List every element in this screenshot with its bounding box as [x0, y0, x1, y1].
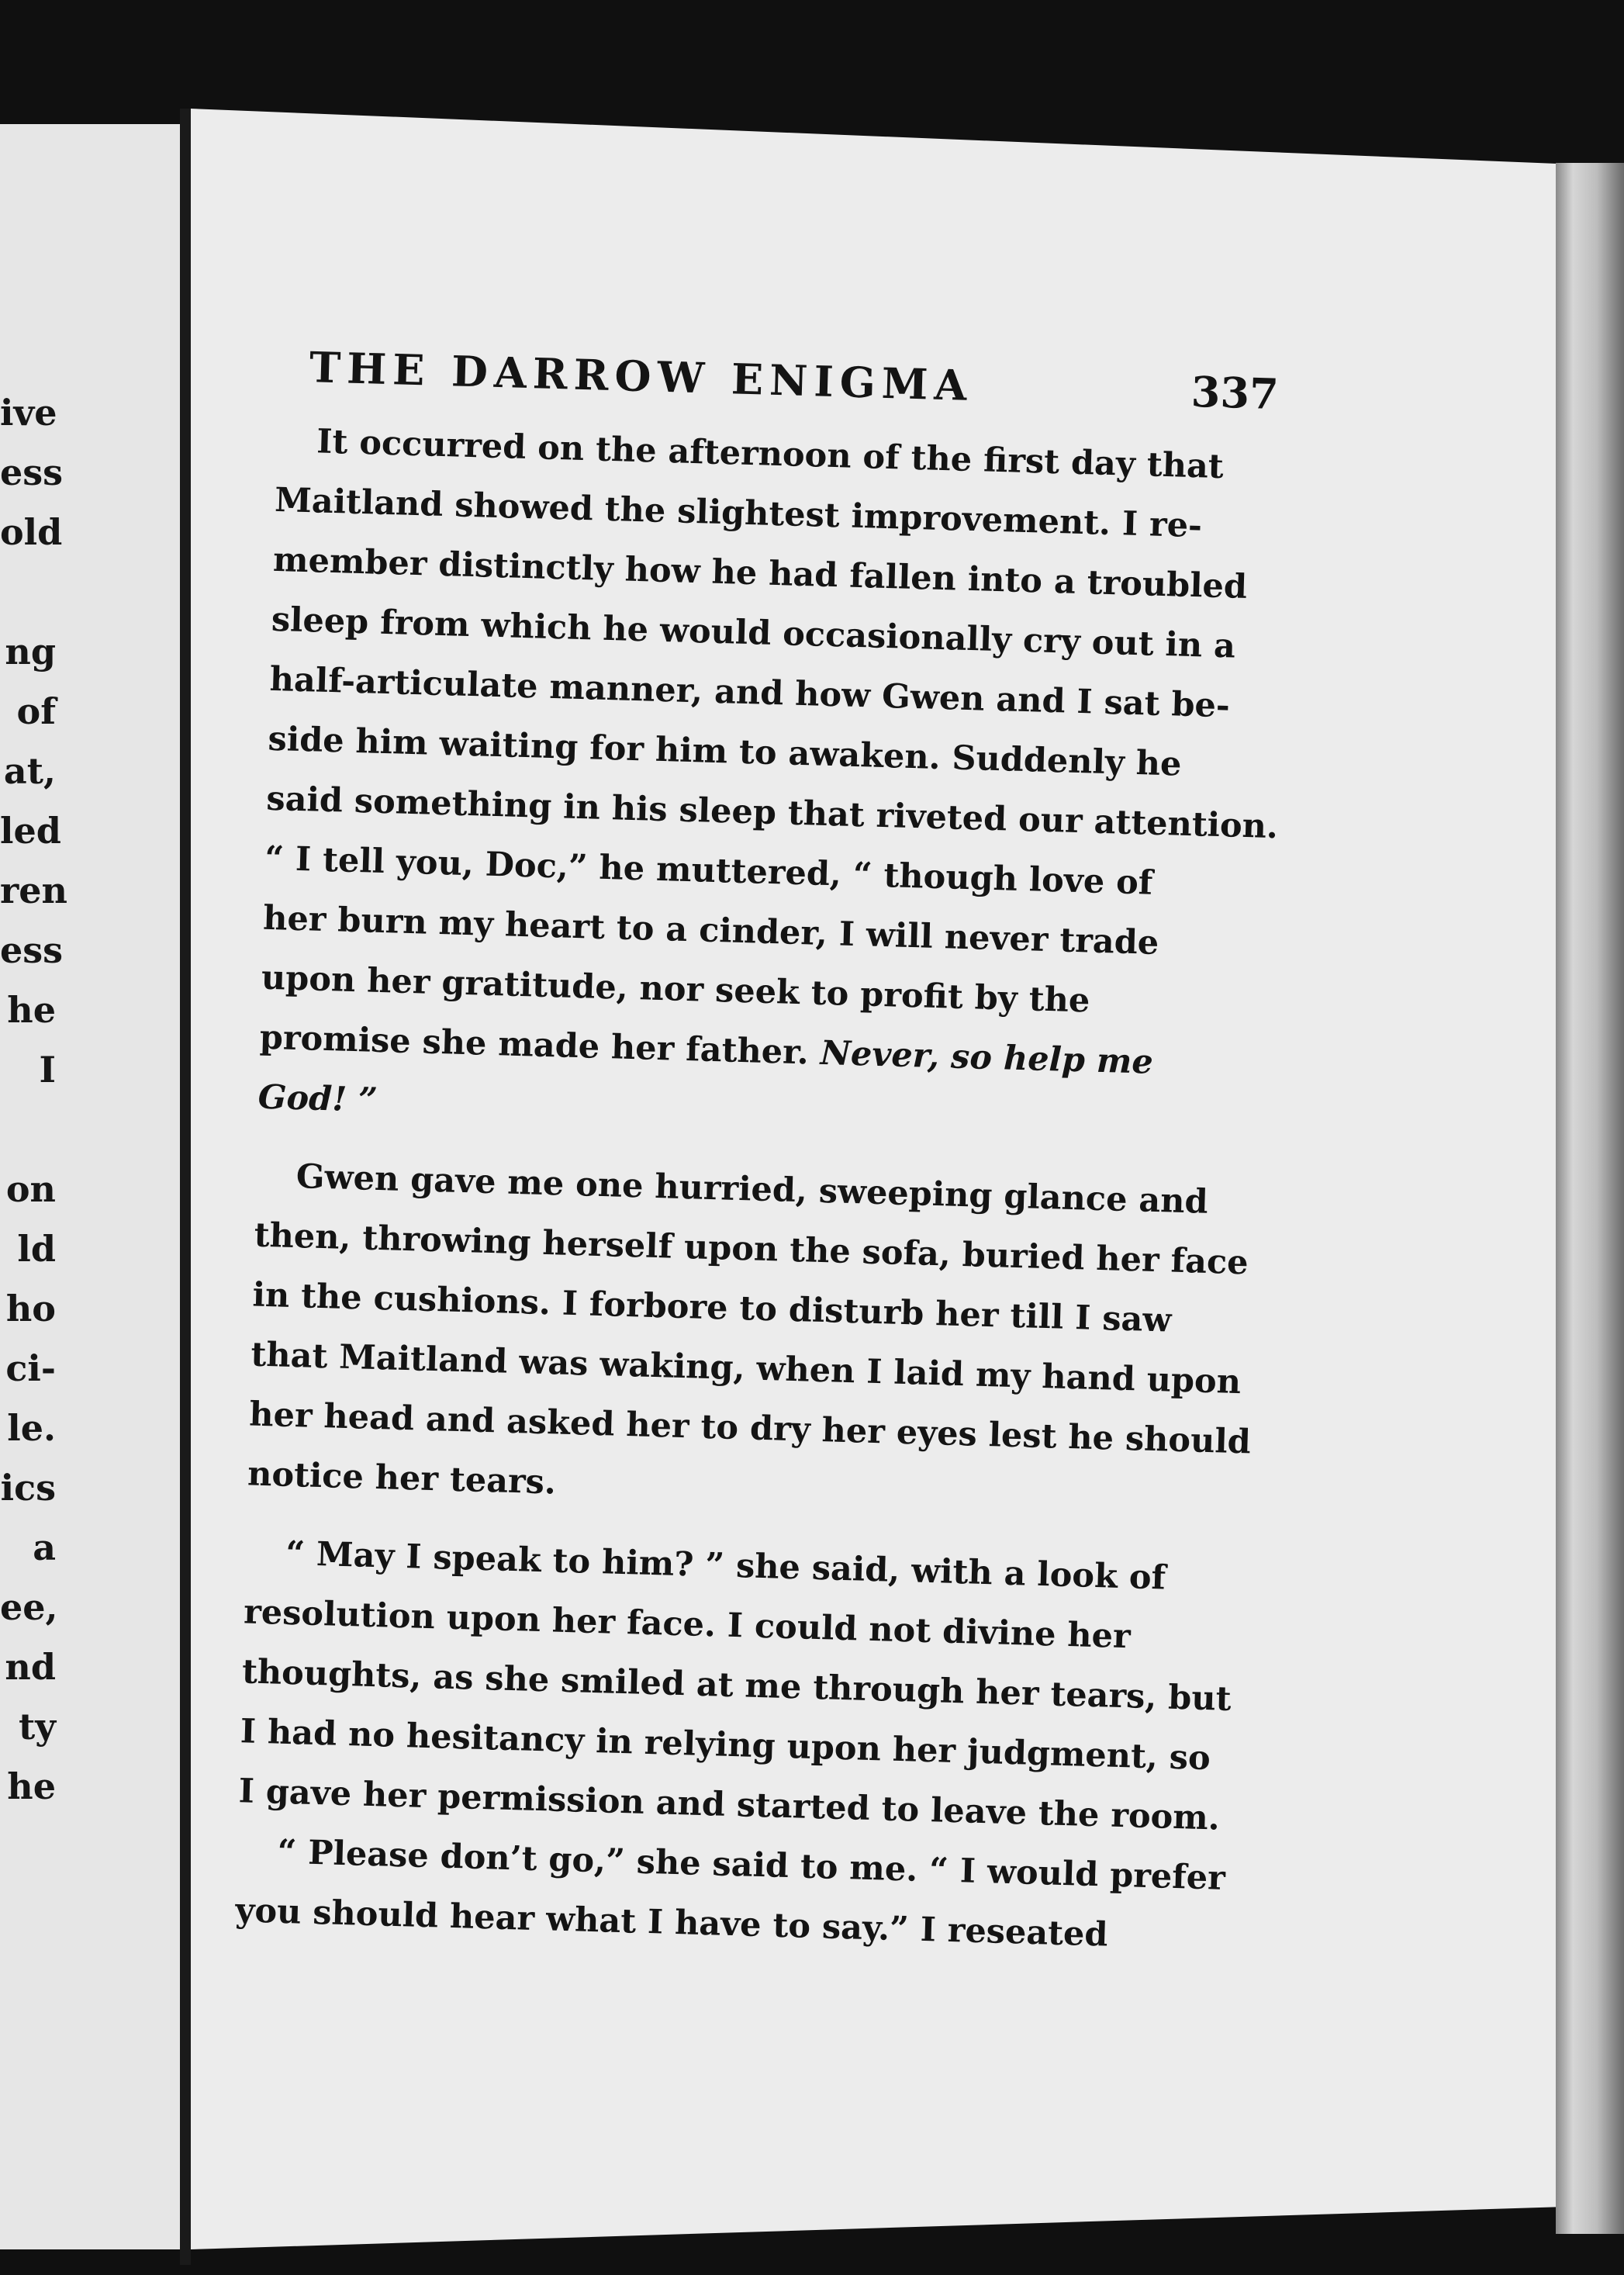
previous-page-fragment: ics: [0, 1467, 56, 1509]
text-line: that Maitland was waking, when I laid my hand upon: [250, 1335, 1242, 1402]
previous-page-fragment: ess: [0, 929, 64, 971]
text-line: Maitland showed the slightest improvement. I re-: [274, 480, 1203, 546]
previous-page-fragment: ee,: [0, 1586, 58, 1628]
previous-page-fragment: at,: [3, 750, 56, 792]
previous-page-fragment: led: [0, 810, 61, 852]
previous-page-fragment: ive: [0, 392, 57, 434]
paragraph-1: [257, 411, 1285, 1156]
text-line: member distinctly how he had fallen into a troubled: [272, 540, 1248, 607]
text-line: “ May I speak to him? ” she said, with a look of: [285, 1533, 1166, 1598]
emphasized-text: God! ”: [257, 1077, 378, 1120]
text-line: notice her tears.: [247, 1454, 557, 1502]
page-number: 337: [1190, 366, 1280, 419]
text-line: “ Please don’t go,” she said to me. “ I would prefer: [276, 1832, 1226, 1898]
text-line: resolution upon her face. I could not divine her: [243, 1592, 1132, 1657]
page-block-edge: [1556, 163, 1624, 2234]
text-line-segment: promise she made her father.: [259, 1018, 810, 1073]
previous-page-fragment: ty: [19, 1706, 56, 1748]
previous-page-fragment: of: [16, 690, 56, 732]
text-line: It occurred on the afternoon of the first day that: [316, 422, 1225, 487]
page-content: [234, 341, 1287, 1969]
text-line: thoughts, as she smiled at me through her tears, but: [241, 1652, 1232, 1719]
text-line: upon her gratitude, nor seek to profit by the: [261, 958, 1090, 1021]
text-line: in the cushions. I forbore to disturb her till I saw: [251, 1275, 1173, 1340]
text-line: sleep from which he would occasionally cry out in a: [271, 600, 1236, 666]
text-line: “ I tell you, Doc,” he muttered, “ though love of: [264, 838, 1154, 903]
text-line: her head and asked her to dry her eyes lest he should: [248, 1395, 1252, 1462]
text-line: you should hear what I have to say.” I reseated: [234, 1891, 1109, 1955]
previous-page-fragment: on: [5, 1168, 56, 1210]
previous-page-fragment: old: [0, 511, 63, 553]
emphasized-text: Never, so help me: [820, 1033, 1154, 1082]
previous-page-fragment: le.: [7, 1407, 56, 1449]
text-line: half-articulate manner, and how Gwen and I sat be-: [269, 659, 1231, 726]
previous-page-fragment: ho: [5, 1288, 56, 1329]
paragraph-2: [247, 1146, 1264, 1533]
paragraph-3: [238, 1523, 1254, 1849]
previous-page-fragment: he: [7, 1765, 56, 1807]
text-line: then, throwing herself upon the sofa, buried her face: [254, 1215, 1249, 1283]
previous-page-fragment: ng: [5, 631, 56, 672]
previous-page-fragment: ci-: [5, 1347, 56, 1389]
text-line: I had no hesitancy in relying upon her judgment, so: [240, 1712, 1211, 1779]
text-line: her burn my heart to a cinder, I will never trade: [262, 898, 1159, 963]
text-line: I gave her permission and started to leave the room.: [238, 1772, 1221, 1838]
text-line: Gwen gave me one hurried, sweeping glance and: [295, 1157, 1209, 1222]
previous-page-fragment: ren: [0, 870, 67, 911]
previous-page-edge: [0, 124, 180, 2249]
previous-page-fragment: ess: [0, 451, 64, 493]
previous-page-fragment: I: [39, 1049, 56, 1091]
previous-page-fragment: ld: [17, 1228, 56, 1270]
book-gutter: [180, 109, 191, 2265]
previous-page-fragment: he: [7, 989, 56, 1031]
text-line: side him waiting for him to awaken. Suddenly he: [267, 719, 1183, 784]
previous-page-fragment: nd: [5, 1646, 56, 1688]
previous-page-fragment: a: [33, 1526, 56, 1568]
text-line: said something in his sleep that riveted our attention.: [265, 779, 1279, 847]
book-title: THE DARROW ENIGMA: [309, 342, 974, 410]
